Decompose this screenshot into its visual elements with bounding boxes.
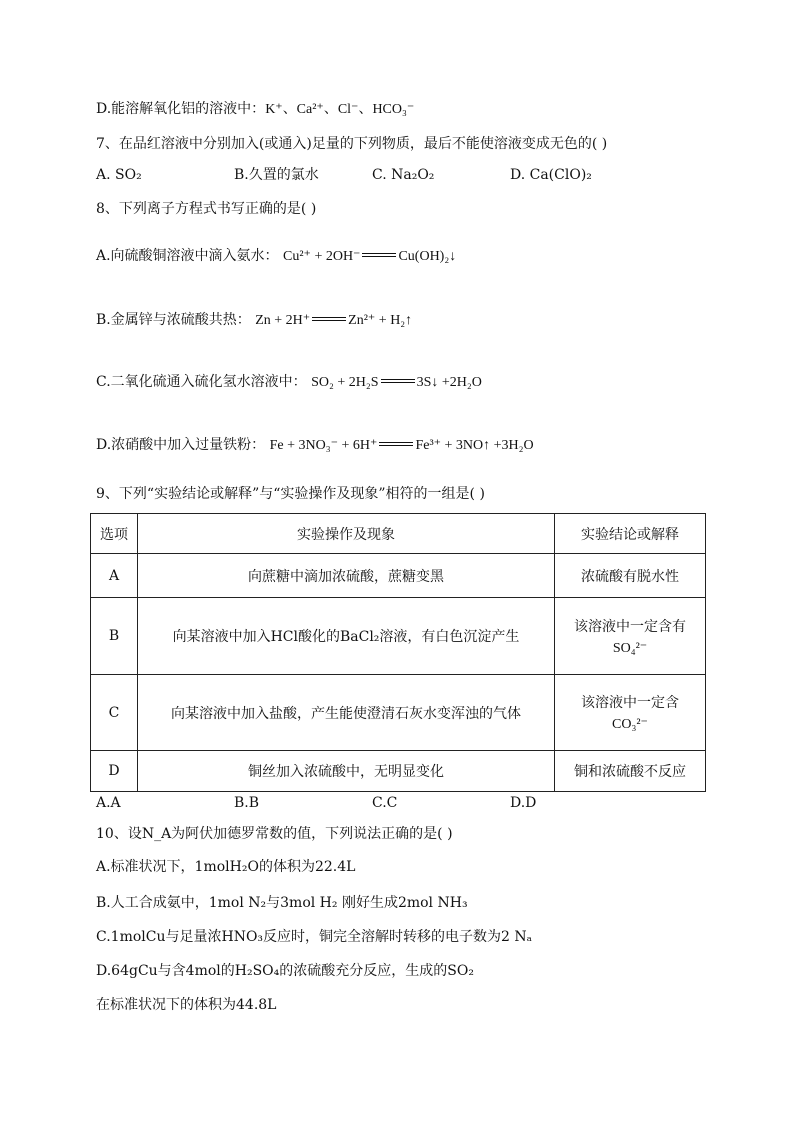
q7-stem: 7、在品红溶液中分别加入(或通入)足量的下列物质，最后不能使溶液变成无色的( )	[96, 136, 608, 152]
q8-option-c[interactable]	[96, 373, 482, 392]
equals-sign-icon	[379, 440, 413, 450]
q10-option-c[interactable]: C.1molCu与足量浓HNO₃反应时，铜完全溶解时转移的电子数为2 Nₐ	[96, 929, 533, 945]
header-conclusion: 实验结论或解释	[555, 514, 706, 554]
row-c-conclusion: 该溶液中一定含	[581, 695, 679, 711]
table-row	[91, 751, 706, 792]
q10-option-d-continued: 在标准状况下的体积为44.8L	[96, 997, 277, 1013]
q10-stem: 10、设N_A为阿伏加德罗常数的值，下列说法正确的是( )	[96, 826, 453, 842]
q10-option-b[interactable]: B.人工合成氨中，1mol N₂与3mol H₂ 刚好生成2mol NH₃	[96, 895, 468, 911]
table-header-row	[91, 514, 706, 554]
q9-option-c[interactable]: C.C	[372, 795, 398, 811]
row-b-operation: 向某溶液中加入HCl酸化的BaCl₂溶液，有白色沉淀产生	[138, 598, 555, 675]
row-b-conclusion: 该溶液中一定含有	[574, 618, 686, 635]
q8-a-right: Cu(OH)₂↓	[398, 249, 457, 264]
row-c-option: C	[91, 675, 138, 751]
q8-d-prefix: D.浓硝酸中加入过量铁粉：	[96, 437, 266, 453]
experiment-table	[90, 513, 706, 792]
q8-stem: 8、下列离子方程式书写正确的是( )	[96, 201, 317, 217]
q7-option-d[interactable]: D. Ca(ClO)₂	[510, 167, 592, 183]
q8-c-right: 3S↓ +2H₂O	[416, 375, 482, 390]
row-d-option: D	[91, 751, 138, 792]
row-b-conclusion-cell	[555, 598, 706, 675]
row-b-ion: SO₄²⁻	[612, 640, 648, 656]
equals-sign-icon	[312, 315, 346, 325]
q8-d-left: Fe + 3NO₃⁻ + 6H⁺	[269, 438, 378, 453]
table-row	[91, 598, 706, 675]
q6-option-d-prefix: D.能溶解氧化铝的溶液中：	[96, 101, 266, 117]
q7-option-b[interactable]: B.久置的氯水	[234, 167, 319, 183]
row-b-option: B	[91, 598, 138, 675]
q8-c-left: SO₂ + 2H₂S	[311, 375, 379, 390]
table-row	[91, 554, 706, 598]
q10-option-a[interactable]: A.标准状况下，1molH₂O的体积为22.4L	[96, 859, 356, 875]
q9-stem: 9、下列“实验结论或解释”与“实验操作及现象”相符的一组是( )	[96, 486, 485, 502]
q8-b-left: Zn + 2H⁺	[255, 313, 311, 328]
q6-option-d-ions: K⁺、Ca²⁺、Cl⁻、HCO₃⁻	[265, 102, 415, 117]
q8-d-right: Fe³⁺ + 3NO↑ +3H₂O	[415, 438, 534, 453]
q7-option-c[interactable]: C. Na₂O₂	[372, 167, 435, 183]
q9-option-a[interactable]: A.A	[96, 795, 121, 811]
row-a-operation: 向蔗糖中滴加浓硫酸，蔗糖变黑	[138, 554, 555, 598]
equals-sign-icon	[381, 377, 415, 387]
q8-option-b[interactable]	[96, 311, 412, 330]
header-option: 选项	[91, 514, 138, 554]
row-a-option: A	[91, 554, 138, 598]
table-row	[91, 675, 706, 751]
q8-a-prefix: A.向硫酸铜溶液中滴入氨水：	[96, 248, 279, 264]
q8-b-prefix: B.金属锌与浓硫酸共热：	[96, 312, 251, 328]
row-c-ion: CO₃²⁻	[612, 717, 648, 732]
q8-a-left: Cu²⁺ + 2OH⁻	[283, 249, 361, 264]
q9-option-b[interactable]: B.B	[234, 795, 260, 811]
row-d-operation: 铜丝加入浓硫酸中，无明显变化	[138, 751, 555, 792]
row-c-operation: 向某溶液中加入盐酸，产生能使澄清石灰水变浑浊的气体	[138, 675, 555, 751]
q8-option-d[interactable]	[96, 436, 534, 455]
q8-c-prefix: C.二氧化硫通入硫化氢水溶液中：	[96, 374, 307, 390]
q8-b-right: Zn²⁺ + H₂↑	[348, 313, 413, 328]
q8-option-a[interactable]	[96, 247, 456, 266]
header-operation: 实验操作及现象	[138, 514, 555, 554]
row-c-conclusion-cell	[555, 675, 706, 751]
q9-option-d[interactable]: D.D	[510, 795, 537, 811]
row-d-conclusion: 铜和浓硫酸不反应	[555, 751, 706, 792]
q7-option-a[interactable]: A. SO₂	[96, 167, 142, 183]
q10-option-d[interactable]: D.64gCu与含4mol的H₂SO₄的浓硫酸充分反应，生成的SO₂	[96, 963, 474, 979]
row-a-conclusion: 浓硫酸有脱水性	[555, 554, 706, 598]
equals-sign-icon	[362, 251, 396, 261]
q6-option-d	[96, 100, 414, 119]
